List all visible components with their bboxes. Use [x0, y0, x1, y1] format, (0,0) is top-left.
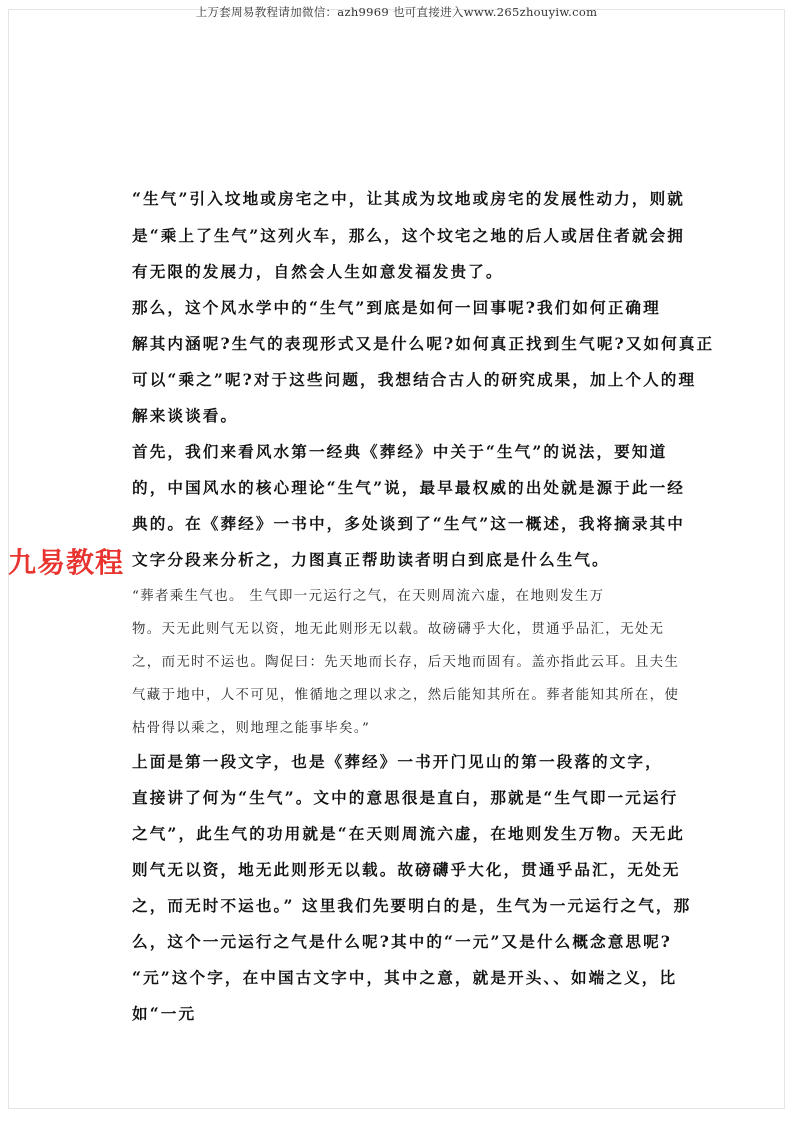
text-line: 之，而无时不运也。” 这里我们先要明白的是，生气为一元运行之气，那 [132, 896, 692, 915]
quote-line: 之，而无时不运也。陶促曰：先天地而长存，后天地而固有。盖亦指此云耳。且夫生 [132, 655, 680, 670]
text-line: 么，这个一元运行之气是什么呢?其中的“一元”又是什么概念意思呢? [132, 932, 673, 951]
page-header: 上万套周易教程请加微信：azh9969 也可直接进入www.265zhouyiw.com [195, 5, 598, 19]
text-line: 的，中国风水的核心理论“生气”说，最早最权威的出处就是源于此一经 [132, 478, 685, 497]
text-line: 直接讲了何为“生气”。文中的意思很是直白，那就是“生气即一元运行 [132, 788, 679, 807]
text-line: 之气”，此生气的功用就是“在天则周流六虚，在地则发生万物。天无此 [132, 824, 685, 843]
text-line: 那么，这个风水学中的“生气”到底是如何一回事呢?我们如何正确理 [132, 298, 661, 317]
quote-line: 枯骨得以乘之，则地理之能事毕矣。” [132, 721, 371, 736]
text-line: 则气无以资，地无此则形无以载。故磅礴乎大化，贯通乎品汇，无处无 [132, 860, 681, 879]
text-line: 是“乘上了生气”这列火车，那么，这个坟宅之地的后人或居住者就会拥 [132, 226, 685, 245]
text-line: 首先，我们来看风水第一经典《葬经》中关于“生气”的说法，要知道 [132, 442, 668, 461]
text-line: 典的。在《葬经》一书中，多处谈到了“生气”这一概述，我将摘录其中 [132, 514, 685, 533]
quote-line: 物。天无此则气无以资，地无此则形无以载。故磅礴乎大化，贯通乎品汇，无处无 [132, 622, 665, 637]
text-line: 上面是第一段文字，也是《葬经》一书开门见山的第一段落的文字， [132, 752, 663, 771]
text-line: “元”这个字，在中国古文字中，其中之意，就是开头、、如端之义，比 [132, 968, 678, 987]
text-line: 有无限的发展力，自然会人生如意发福发贵了。 [132, 262, 504, 281]
quote-line: 气藏于地中，人不可见，惟循地之理以求之，然后能知其所在。葬者能知其所在，使 [132, 688, 680, 703]
watermark-logo: 九易教程 [8, 546, 125, 579]
quote-line: “葬者乘生气也。 生气即一元运行之气，在天则周流六虚，在地则发生万 [132, 589, 605, 604]
text-line: “生气”引入坟地或房宅之中，让其成为坟地或房宅的发展性动力，则就 [132, 189, 685, 208]
text-line: 文字分段来分析之，力图真正帮助读者明白到底是什么生气。 [132, 550, 610, 569]
text-line: 解其内涵呢?生气的表现形式又是什么呢?如何真正找到生气呢?又如何真正 [132, 334, 715, 353]
text-line: 解来谈谈看。 [132, 406, 239, 425]
text-line: 可以“乘之”呢?对于这些问题，我想结合古人的研究成果，加上个人的理 [132, 370, 697, 389]
text-line: 如“一元 [132, 1004, 197, 1023]
